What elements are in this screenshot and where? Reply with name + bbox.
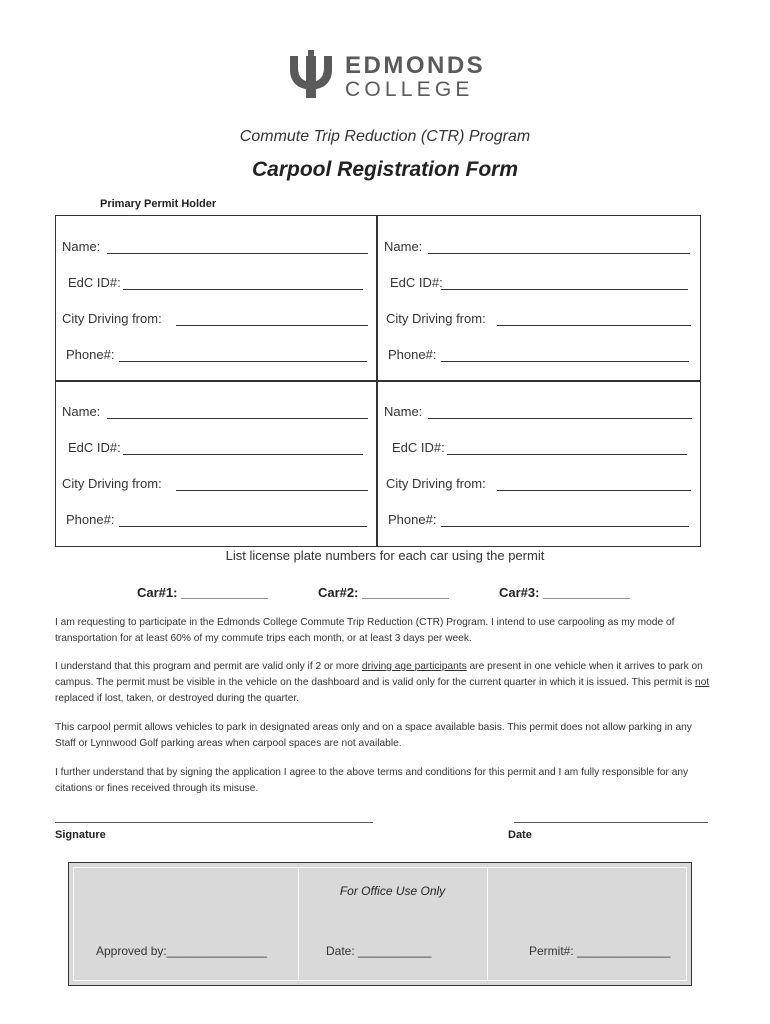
city-field[interactable] (176, 490, 368, 491)
edc-id-label: EdC ID#: (392, 440, 445, 455)
agreement-paragraph-1: I am requesting to participate in the Edmonds College Commute Trip Reduction (CTR) Program. I intend to use carpooling as my mode of transportation for at least 60% of my commute trips each month, or at least 3 days per week. (55, 617, 675, 644)
office-divider (487, 868, 488, 980)
phone-field[interactable] (441, 526, 689, 527)
license-plate-instruction: List license plate numbers for each car using the permit (225, 548, 545, 563)
city-field[interactable] (497, 490, 691, 491)
city-field[interactable] (176, 325, 368, 326)
name-label: Name: (384, 239, 423, 254)
date-label: Date (508, 829, 532, 841)
name-field[interactable] (107, 418, 368, 419)
permit-number-field[interactable]: Permit#: ______________ (529, 944, 671, 958)
edc-id-field[interactable] (447, 454, 687, 455)
not-text: not (695, 677, 710, 688)
signature-field[interactable] (55, 822, 373, 823)
edc-id-field[interactable] (123, 454, 363, 455)
name-field[interactable] (107, 253, 368, 254)
form-title: Carpool Registration Form (251, 158, 519, 181)
edc-id-field[interactable] (441, 289, 688, 290)
edc-id-label: EdC ID#: (68, 440, 121, 455)
edc-id-field[interactable] (123, 289, 363, 290)
city-field[interactable] (497, 325, 691, 326)
phone-label: Phone#: (66, 347, 115, 362)
logo-wordmark-edmonds: EDMONDS (345, 52, 486, 79)
car3-plate-field[interactable]: Car#3: ____________ (499, 585, 630, 600)
phone-label: Phone#: (66, 512, 115, 527)
agreement-paragraph-4: I further understand that by signing the application I agree to the above terms and conditions for this permit and I am fully responsible for any citations or fines received through its misuse. (55, 767, 689, 794)
grid-horizontal-divider (55, 380, 701, 382)
phone-label: Phone#: (388, 512, 437, 527)
program-subtitle: Commute Trip Reduction (CTR) Program (239, 128, 531, 145)
phone-field[interactable] (441, 361, 689, 362)
name-field[interactable] (428, 253, 690, 254)
car1-plate-field[interactable]: Car#1: ____________ (137, 585, 268, 600)
city-label: City Driving from: (62, 476, 162, 491)
name-label: Name: (384, 404, 423, 419)
phone-field[interactable] (119, 361, 367, 362)
office-use-title: For Office Use Only (339, 884, 446, 898)
city-label: City Driving from: (386, 311, 486, 326)
name-field[interactable] (428, 418, 692, 419)
office-use-box (68, 862, 692, 986)
name-label: Name: (62, 404, 101, 419)
city-label: City Driving from: (62, 311, 162, 326)
agreement-paragraph-2: I understand that this program and permit are valid only if 2 or more driving age participants are present in one vehicle when it arrives to park on campus. The permit must be visible in the vehicle on the dashboard and is valid only for the current quarter in which it is issued. This permit is not replaced if lost, taken, or destroyed during the quarter. (55, 661, 710, 704)
driving-age-participants-text: driving age participants (361, 661, 467, 672)
primary-permit-holder-label: Primary Permit Holder (100, 198, 217, 210)
signature-label: Signature (55, 829, 106, 841)
agreement-paragraph-3: This carpool permit allows vehicles to park in designated areas only and on a space available basis. This permit does not allow parking in any Staff or Lynnwood Golf parking areas when carpool spaces are not available. (55, 722, 692, 749)
edc-id-label: EdC ID#: (68, 275, 121, 290)
logo-wordmark-college: COLLEGE (345, 78, 474, 101)
approved-by-field[interactable]: Approved by:_______________ (96, 944, 267, 958)
phone-label: Phone#: (388, 347, 437, 362)
city-label: City Driving from: (386, 476, 486, 491)
office-date-field[interactable]: Date: ___________ (326, 944, 432, 958)
date-field[interactable] (514, 822, 708, 823)
trident-icon (290, 50, 332, 98)
name-label: Name: (62, 239, 101, 254)
phone-field[interactable] (119, 526, 367, 527)
edc-id-label: EdC ID#: (390, 275, 443, 290)
car2-plate-field[interactable]: Car#2: ____________ (318, 585, 449, 600)
